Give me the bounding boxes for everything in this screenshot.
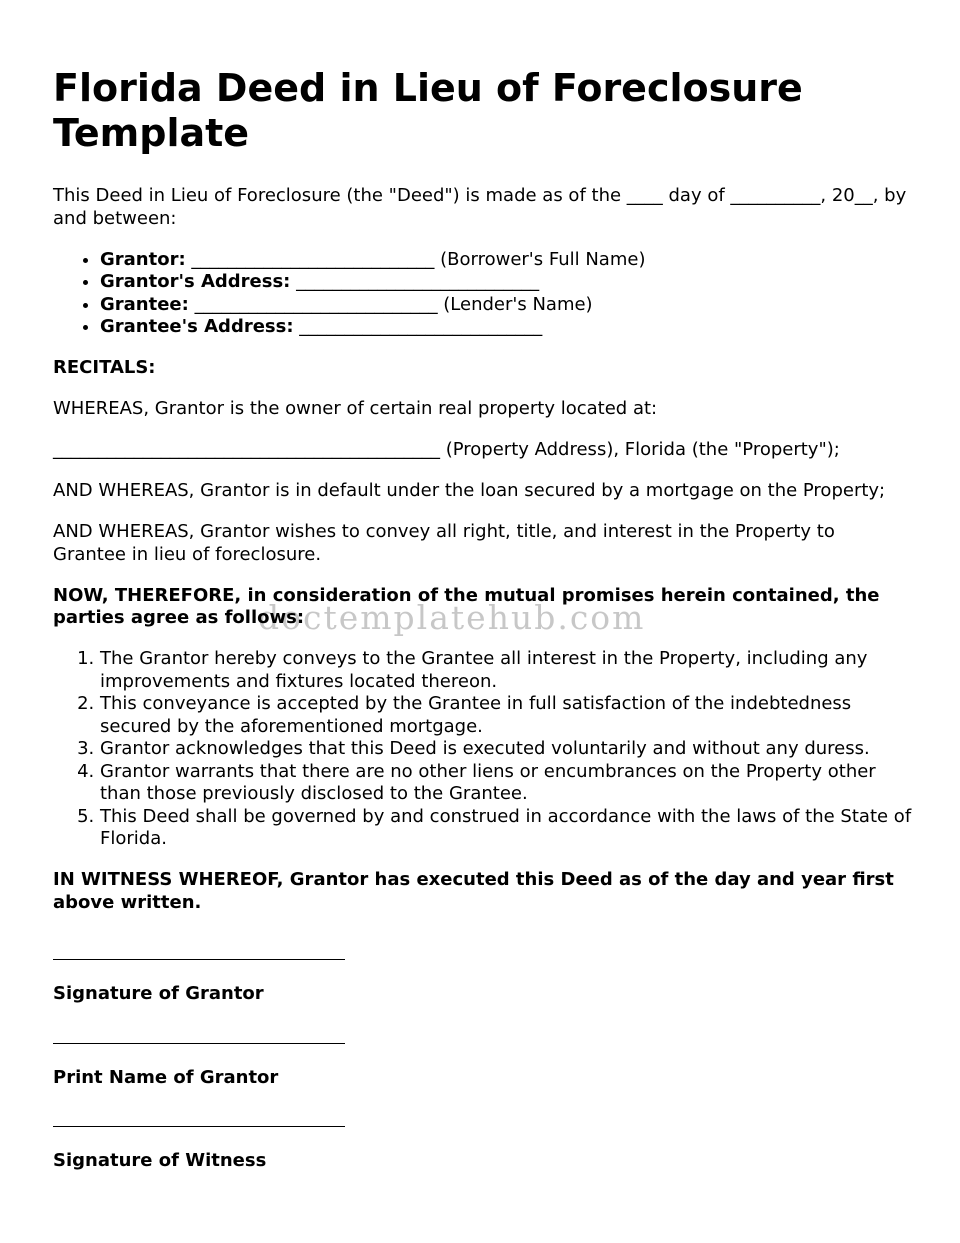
party-label: Grantee: [100,293,189,315]
party-grantor [100,249,913,272]
party-grantee-address [100,316,913,339]
witness-clause: IN WITNESS WHEREOF, Grantor has executed this Deed as of the day and year first above written. [53,869,894,913]
term-item: 4. Grantor warrants that there are no other liens or encumbrances on the Property other than those previously disclosed to the Grantee. [100,761,913,806]
party-value: ___________________________ [290,271,540,292]
party-label: Grantor: [100,248,186,270]
recital-default: AND WHEREAS, Grantor is in default under the loan secured by a mortgage on the Property; [53,480,886,501]
signature-label-witness: Signature of Witness [53,1150,267,1171]
party-label: Grantor's Address: [100,271,291,292]
party-grantee [100,294,913,317]
term-item: 3. Grantor acknowledges that this Deed is executed voluntarily and without any duress. [100,738,913,761]
party-value: ___________________________ (Lender's Name) [188,293,593,315]
terms-list [53,648,913,851]
watermark-text: doctemplatehub.com [258,598,646,637]
parties-list [53,249,913,339]
signature-line-witness[interactable] [53,1126,345,1127]
page-title: Florida Deed in Lieu of Foreclosure Template [53,66,803,155]
party-value: ___________________________ [293,316,543,337]
print-name-label-grantor: Print Name of Grantor [53,1066,279,1088]
party-label: Grantee's Address: [100,316,294,337]
recital-convey: AND WHEREAS, Grantor wishes to convey all right, title, and interest in the Property to Grantee in lieu of foreclosure. [53,521,835,565]
signature-label-grantor: Signature of Grantor [53,983,264,1004]
term-item: 2. This conveyance is accepted by the Grantee in full satisfaction of the indebtedness secured by the aforementioned mortgage. [100,693,913,738]
term-item: 5. This Deed shall be governed by and construed in accordance with the laws of the State of Florida. [100,806,913,851]
party-value: ___________________________ (Borrower's Full Name) [185,248,646,270]
signature-line-grantor[interactable] [53,959,345,960]
property-address-line: ___________________________________________ (Property Address), Florida (the "Property"); [53,439,840,460]
now-therefore-clause: NOW, THEREFORE, in consideration of the mutual promises herein contained, the parties agree as follows: [53,584,880,628]
recitals-heading: RECITALS: [53,357,156,378]
recital-owner: WHEREAS, Grantor is the owner of certain real property located at: [53,398,658,419]
intro-paragraph: This Deed in Lieu of Foreclosure (the "Deed") is made as of the ____ day of __________, 20__, by and between: [53,185,907,229]
term-item: 1. The Grantor hereby conveys to the Grantee all interest in the Property, including any improvements and fixtures located thereon. [100,648,913,693]
document-page [53,66,913,1210]
party-grantor-address [100,271,913,294]
print-name-line-grantor[interactable] [53,1043,345,1044]
